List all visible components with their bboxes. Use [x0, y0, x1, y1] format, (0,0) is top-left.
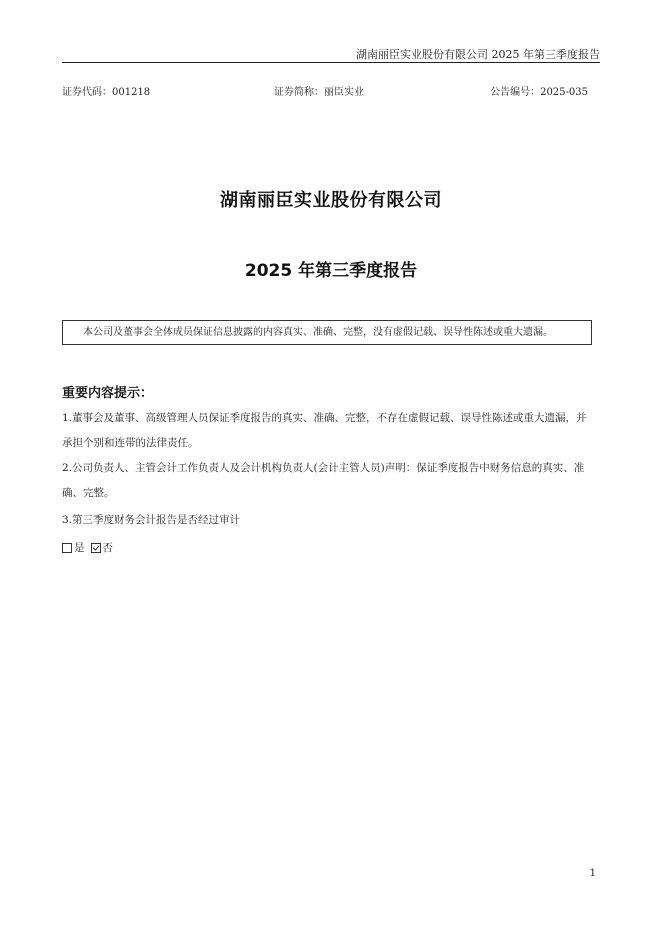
important-notice-heading: 重要内容提示：	[62, 386, 154, 401]
no-option-label: 否	[102, 542, 113, 554]
running-header-title: 湖南丽臣实业股份有限公司 2025 年第三季度报告	[356, 48, 600, 61]
disclosure-notice-text: 本公司及董事会全体成员保证信息披露的内容真实、准确、完整，没有虚假记载、误导性陈述或重大遗漏。	[83, 327, 553, 338]
important-item-3: 3.第三季度财务会计报告是否经过审计	[62, 514, 241, 526]
header-divider	[62, 62, 600, 63]
stock-abbreviation: 证券简称：丽臣实业	[274, 87, 364, 98]
important-item-2: 2.公司负责人、主管会计工作负责人及会计机构负责人(会计主管人员)声明：保证季度报告中财务信息的真实、准确、完整。	[62, 462, 585, 499]
company-name: 湖南丽臣实业股份有限公司	[220, 190, 442, 211]
yes-option-label: 是	[74, 542, 85, 554]
report-title: 2025 年第三季度报告	[244, 261, 418, 281]
disclosure-notice-box	[62, 320, 592, 345]
announcement-number: 公告编号：2025-035	[490, 87, 588, 98]
page-number: 1	[589, 868, 596, 879]
important-item-1: 1.董事会及董事、高级管理人员保证季度报告的真实、准确、完整，不存在虚假记载、误导性陈述或重大遗漏，并承担个别和连带的法律责任。	[62, 412, 587, 449]
yes-checkbox-icon	[62, 543, 72, 553]
audit-options	[62, 540, 113, 555]
stock-code: 证券代码：001218	[62, 87, 151, 98]
no-checkbox-checked-icon	[91, 543, 101, 553]
